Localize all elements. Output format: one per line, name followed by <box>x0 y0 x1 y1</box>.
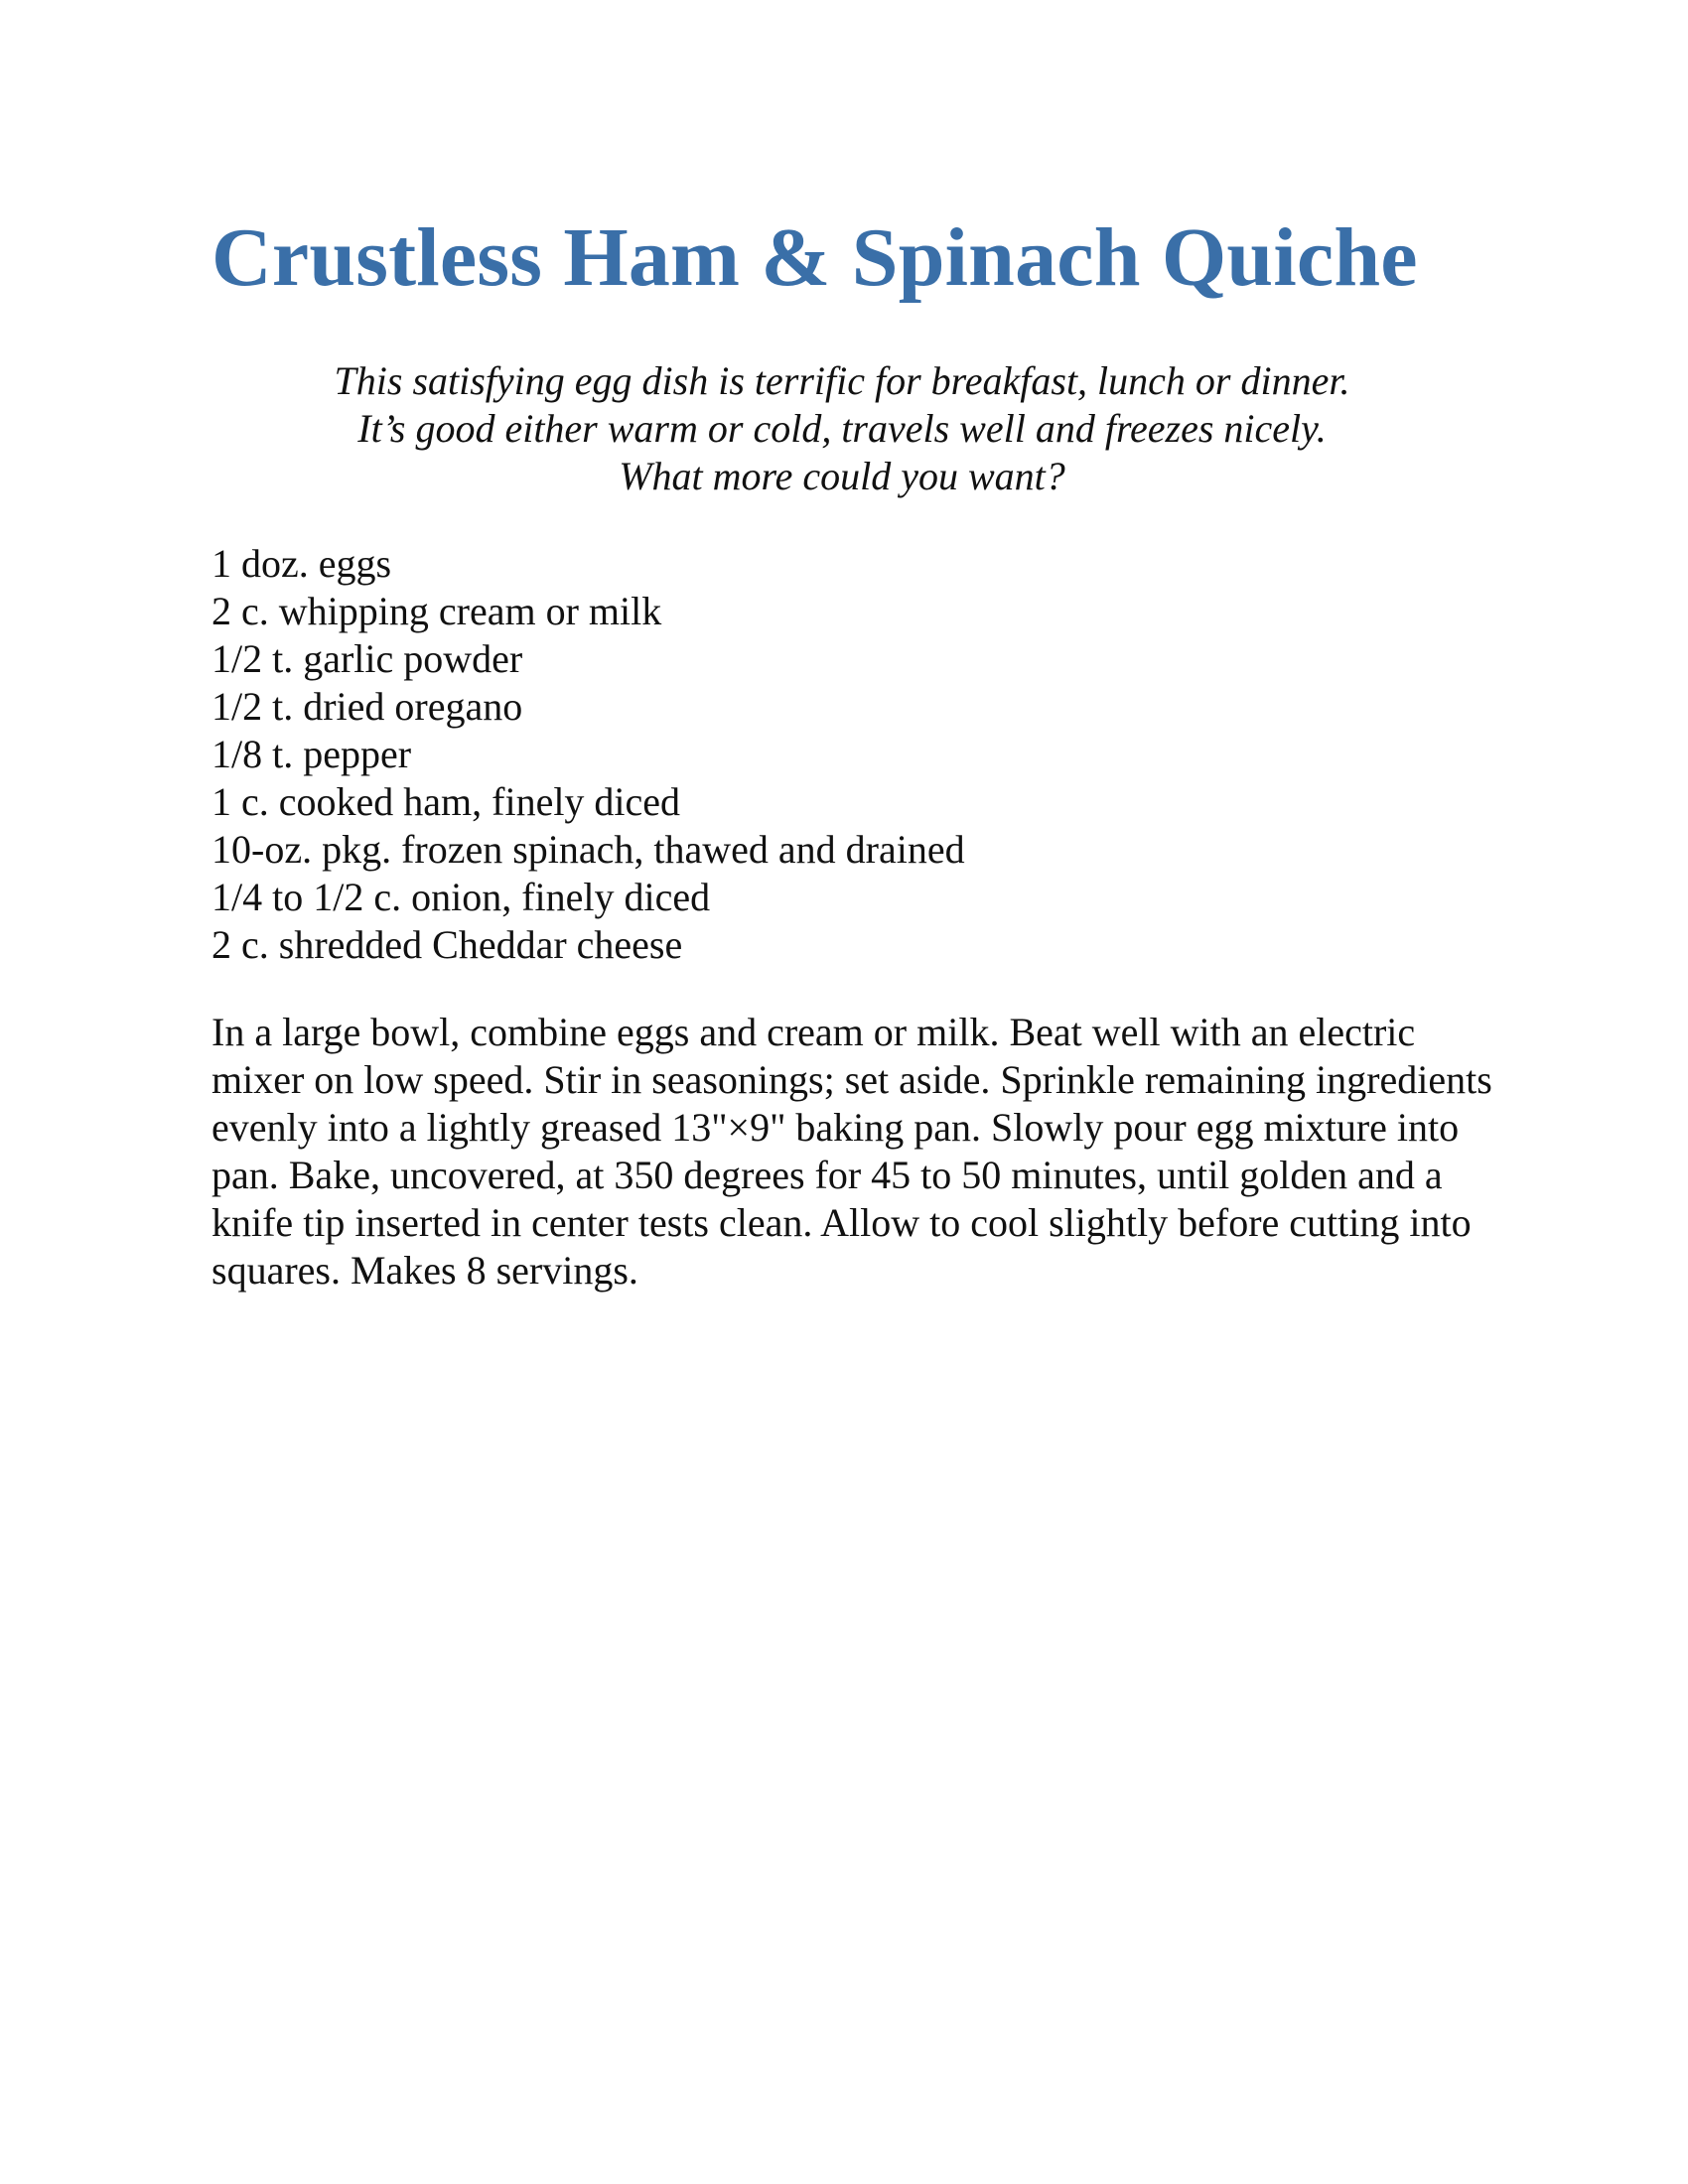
ingredient-item: 1 c. cooked ham, finely diced <box>211 779 681 824</box>
recipe-title: Crustless Ham & Spinach Quiche <box>211 211 1418 304</box>
ingredient-item: 1/8 t. pepper <box>211 732 412 776</box>
ingredient-item: 10-oz. pkg. frozen spinach, thawed and drained <box>211 827 965 872</box>
intro-line: It’s good either warm or cold, travels well and freezes nicely. <box>357 406 1327 451</box>
ingredient-item: 1/4 to 1/2 c. onion, finely diced <box>211 875 711 919</box>
ingredient-item: 2 c. whipping cream or milk <box>211 589 662 633</box>
intro-line: This satisfying egg dish is terrific for breakfast, lunch or dinner. <box>334 358 1350 403</box>
recipe-intro <box>211 357 1473 500</box>
ingredient-item: 1 doz. eggs <box>211 541 392 586</box>
ingredient-item: 2 c. shredded Cheddar cheese <box>211 922 683 967</box>
recipe-content <box>211 199 1502 1295</box>
ingredient-list <box>211 540 1502 969</box>
recipe-directions: In a large bowl, combine eggs and cream or milk. Beat well with an electric mixer on low speed. Stir in seasonings; set aside. Sprinkle remaining ingredients evenly into a lightly greased 13"×9" baking pan. Slowly pour egg mixture into pan. Bake, uncovered, at 350 degrees for 45 to 50 minutes, until golden and a knife tip inserted in center tests clean. Allow to cool slightly before cutting into squares. Makes 8 servings. <box>211 1010 1492 1293</box>
ingredient-item: 1/2 t. garlic powder <box>211 636 523 681</box>
ingredient-item: 1/2 t. dried oregano <box>211 684 523 729</box>
intro-line: What more could you want? <box>619 454 1065 498</box>
